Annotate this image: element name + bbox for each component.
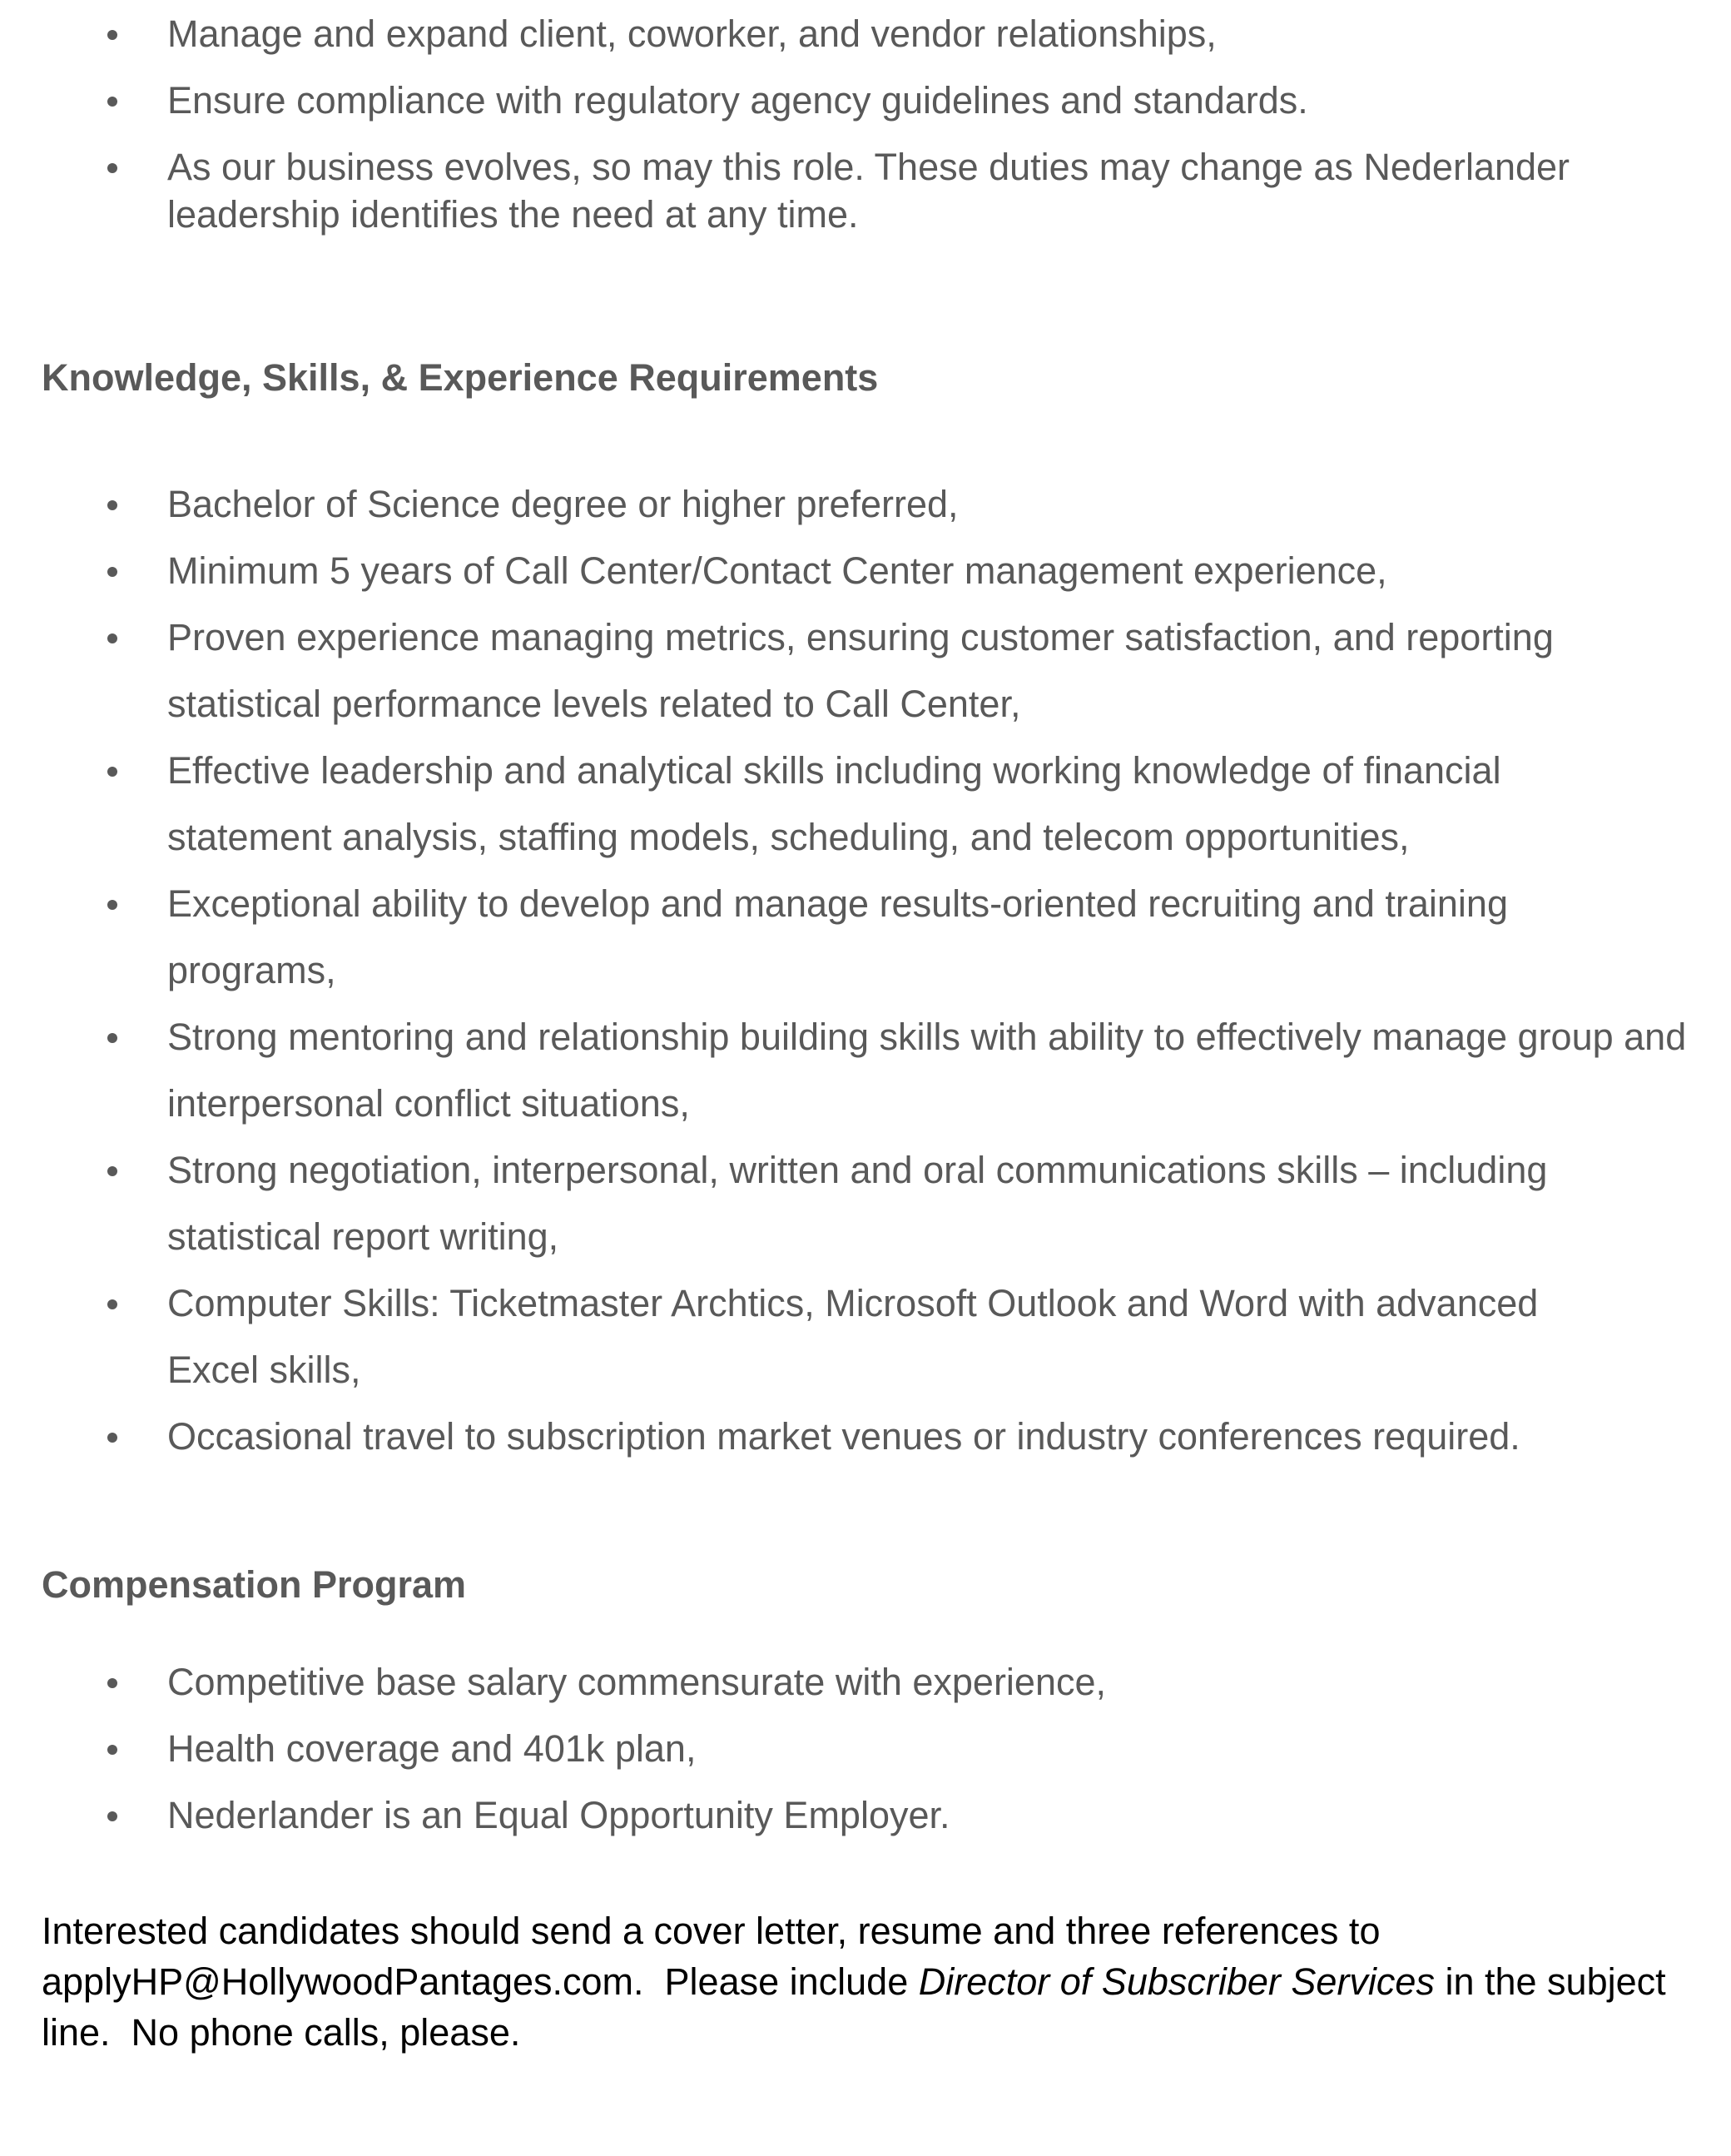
list-item-text: Nederlander is an Equal Opportunity Employer. [167, 1794, 950, 1836]
requirements-heading: Knowledge, Skills, & Experience Requirements [42, 356, 879, 399]
list-item [0, 538, 1731, 604]
list-item-text: Bachelor of Science degree or higher preferred, [167, 483, 959, 525]
list-item-text: As our business evolves, so may this role. These duties may change as Nederlander leadership identifies the need at any time. [167, 146, 1570, 236]
list-item [0, 10, 1731, 57]
list-item-text: Health coverage and 401k plan, [167, 1727, 697, 1770]
bullet-icon [107, 1033, 117, 1043]
list-item-text: Strong negotiation, interpersonal, written and oral communications skills – including statistical report writing, [167, 1149, 1548, 1258]
compensation-heading: Compensation Program [42, 1563, 467, 1606]
bullet-icon [107, 633, 117, 643]
list-item [0, 1403, 1731, 1470]
bullet-icon [107, 767, 117, 777]
requirements-list [0, 471, 1731, 1470]
list-item [0, 1137, 1731, 1270]
list-item [0, 1716, 1731, 1782]
list-item [0, 471, 1731, 538]
application-instructions [42, 1905, 1673, 2058]
list-item [0, 1782, 1731, 1849]
list-item [0, 77, 1731, 124]
bullet-icon [107, 567, 117, 577]
bullet-icon [107, 500, 117, 510]
bullet-icon [107, 163, 117, 173]
compensation-list [0, 1649, 1731, 1849]
list-item [0, 143, 1731, 238]
bullet-icon [107, 900, 117, 910]
list-item [0, 1649, 1731, 1716]
list-item-text: Exceptional ability to develop and manage results-oriented recruiting and training programs, [167, 882, 1508, 991]
list-item [0, 738, 1731, 871]
bullet-icon [107, 1433, 117, 1443]
duties-list [0, 10, 1731, 257]
list-item [0, 1004, 1731, 1137]
list-item [0, 1270, 1731, 1403]
closing-text-part2: in the subject line. No phone calls, please. [42, 1960, 1666, 2054]
list-item-text: Minimum 5 years of Call Center/Contact Center management experience, [167, 549, 1387, 592]
bullet-icon [107, 1678, 117, 1688]
list-item-text: Manage and expand client, coworker, and vendor relationships, [167, 12, 1217, 55]
bullet-icon [107, 30, 117, 40]
list-item [0, 604, 1731, 738]
list-item-text: Occasional travel to subscription market venues or industry conferences required. [167, 1415, 1520, 1458]
bullet-icon [107, 1299, 117, 1309]
bullet-icon [107, 1166, 117, 1176]
bullet-icon [107, 1745, 117, 1755]
position-title: Director of Subscriber Services [918, 1960, 1435, 2003]
list-item-text: Ensure compliance with regulatory agency guidelines and standards. [167, 79, 1308, 122]
list-item-text: Proven experience managing metrics, ensuring customer satisfaction, and reporting statistical performance levels related to Call Center, [167, 616, 1554, 725]
bullet-icon [107, 1811, 117, 1821]
list-item-text: Effective leadership and analytical skills including working knowledge of financial statement analysis, staffing models, scheduling, and telecom opportunities, [167, 749, 1501, 858]
closing-text-part1: Interested candidates should send a cover letter, resume and three references to applyHP@HollywoodPantages.com. Please include [42, 1910, 1381, 2003]
bullet-icon [107, 97, 117, 107]
list-item [0, 871, 1731, 1004]
list-item-text: Competitive base salary commensurate with experience, [167, 1661, 1107, 1703]
list-item-text: Computer Skills: Ticketmaster Archtics, Microsoft Outlook and Word with advanced Excel skills, [167, 1282, 1539, 1391]
list-item-text: Strong mentoring and relationship building skills with ability to effectively manage group and interpersonal conflict situations, [167, 1016, 1687, 1125]
